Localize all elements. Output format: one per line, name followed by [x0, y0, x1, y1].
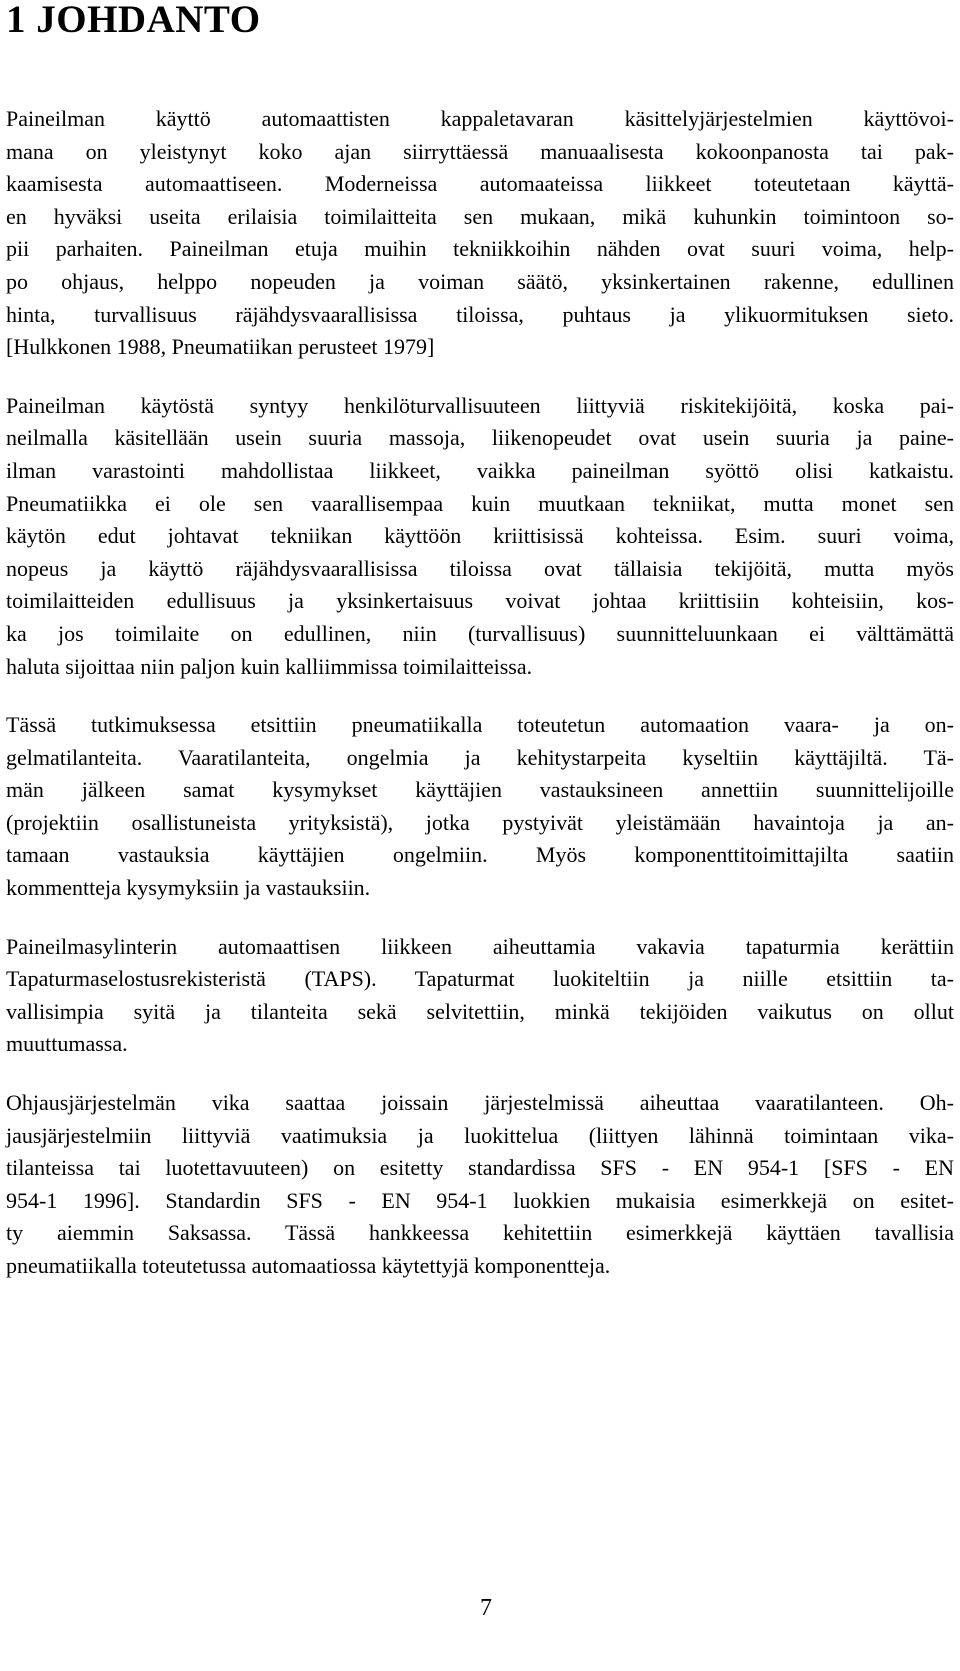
paragraph [6, 1087, 954, 1283]
text-line: ty aiemmin Saksassa. Tässä hankkeessa kehitettiin esimerkkejä käyttäen tavallisia [6, 1220, 954, 1246]
paragraph [6, 103, 954, 364]
text-line: Pneumatiikka ei ole sen vaarallisempaa kuin muutkaan tekniikat, mutta monet sen [6, 490, 954, 516]
text-line: Paineilmasylinterin automaattisen liikkeen aiheuttamia vakavia tapaturmia kerättiin [6, 933, 954, 959]
text-line: käytön edut johtavat tekniikan käyttöön kriittisissä kohteissa. Esim. suuri voima, [6, 523, 954, 549]
text-line: muuttumassa. [6, 1031, 128, 1057]
text-line: kaamisesta automaattiseen. Moderneissa automaateissa liikkeet toteutetaan käyttä- [6, 171, 954, 197]
text-line: neilmalla käsitellään usein suuria massoja, liikenopeudet ovat usein suuria ja paine- [6, 425, 954, 451]
text-line: hinta, turvallisuus räjähdysvaarallisissa tiloissa, puhtaus ja ylikuormituksen sieto. [6, 301, 954, 327]
text-line: po ohjaus, helppo nopeuden ja voiman säätö, yksinkertainen rakenne, edullinen [6, 268, 954, 294]
text-line: ka jos toimilaite on edullinen, niin (turvallisuus) suunnitteluunkaan ei välttämättä [6, 620, 954, 646]
text-line: pii parhaiten. Paineilman etuja muihin tekniikkoihin nähden ovat suuri voima, help- [6, 236, 954, 262]
text-line: mana on yleistynyt koko ajan siirryttäessä manuaalisesta kokoonpanosta tai pak- [6, 138, 954, 164]
text-line: en hyväksi useita erilaisia toimilaitteita sen mukaan, mikä kuhunkin toimintoon so- [6, 203, 954, 229]
text-line: tilanteissa tai luotettavuuteen) on esitetty standardissa SFS - EN 954-1 [SFS - EN [6, 1155, 954, 1181]
chapter-heading: 1 JOHDANTO [6, 0, 261, 41]
text-line: kommentteja kysymyksiin ja vastauksiin. [6, 875, 371, 901]
text-line: pneumatiikalla toteutetussa automaatiossa käytettyjä komponentteja. [6, 1253, 611, 1278]
text-line: Ohjausjärjestelmän vika saattaa joissain järjestelmissä aiheuttaa vaaratilanteen. Oh- [6, 1090, 954, 1116]
text-line: ilman varastointi mahdollistaa liikkeet, vaikka paineilman syöttö olisi katkaistu. [6, 457, 954, 483]
text-line: jausjärjestelmiin liittyviä vaatimuksia ja luokittelua (liittyen lähinnä toimintaan vika- [6, 1122, 954, 1148]
paragraph [6, 931, 954, 1061]
text-line: toimilaitteiden edullisuus ja yksinkertaisuus voivat johtaa kriittisiin kohteisiin, kos- [6, 588, 954, 614]
text-line: [Hulkkonen 1988, Pneumatiikan perusteet 1979] [6, 334, 435, 360]
text-line: vallisimpia syitä ja tilanteita sekä selvitettiin, minkä tekijöiden vaikutus on ollut [6, 998, 954, 1024]
text-line: haluta sijoittaa niin paljon kuin kalliimmissa toimilaitteissa. [6, 653, 533, 679]
text-line: män jälkeen samat kysymykset käyttäjien vastauksineen annettiin suunnittelijoille [6, 777, 954, 803]
text-line: Paineilman käytöstä syntyy henkilöturvallisuuteen liittyviä riskitekijöitä, koska pai- [6, 392, 954, 418]
text-line: (projektiin osallistuneista yrityksistä), jotka pystyivät yleistämään havaintoja ja an- [6, 809, 954, 835]
page-number: 7 [480, 1595, 492, 1621]
body-text [6, 103, 954, 1309]
text-line: Tässä tutkimuksessa etsittiin pneumatiikalla toteutetun automaation vaara- ja on- [6, 712, 954, 738]
paragraph [6, 390, 954, 683]
text-line: gelmatilanteita. Vaaratilanteita, ongelmia ja kehitystarpeita kyseltiin käyttäjiltä. Tä- [6, 744, 954, 770]
paragraph [6, 709, 954, 905]
text-line: tamaan vastauksia käyttäjien ongelmiin. Myös komponenttitoimittajilta saatiin [6, 842, 954, 868]
text-line: 954-1 1996]. Standardin SFS - EN 954-1 luokkien mukaisia esimerkkejä on esitet- [6, 1187, 954, 1213]
text-line: Tapaturmaselostusrekisteristä (TAPS). Tapaturmat luokiteltiin ja niille etsittiin ta- [6, 966, 954, 992]
text-line: Paineilman käyttö automaattisten kappaletavaran käsittelyjärjestelmien käyttövoi- [6, 106, 954, 131]
text-line: nopeus ja käyttö räjähdysvaarallisissa tiloissa ovat tällaisia tekijöitä, mutta myös [6, 555, 954, 581]
